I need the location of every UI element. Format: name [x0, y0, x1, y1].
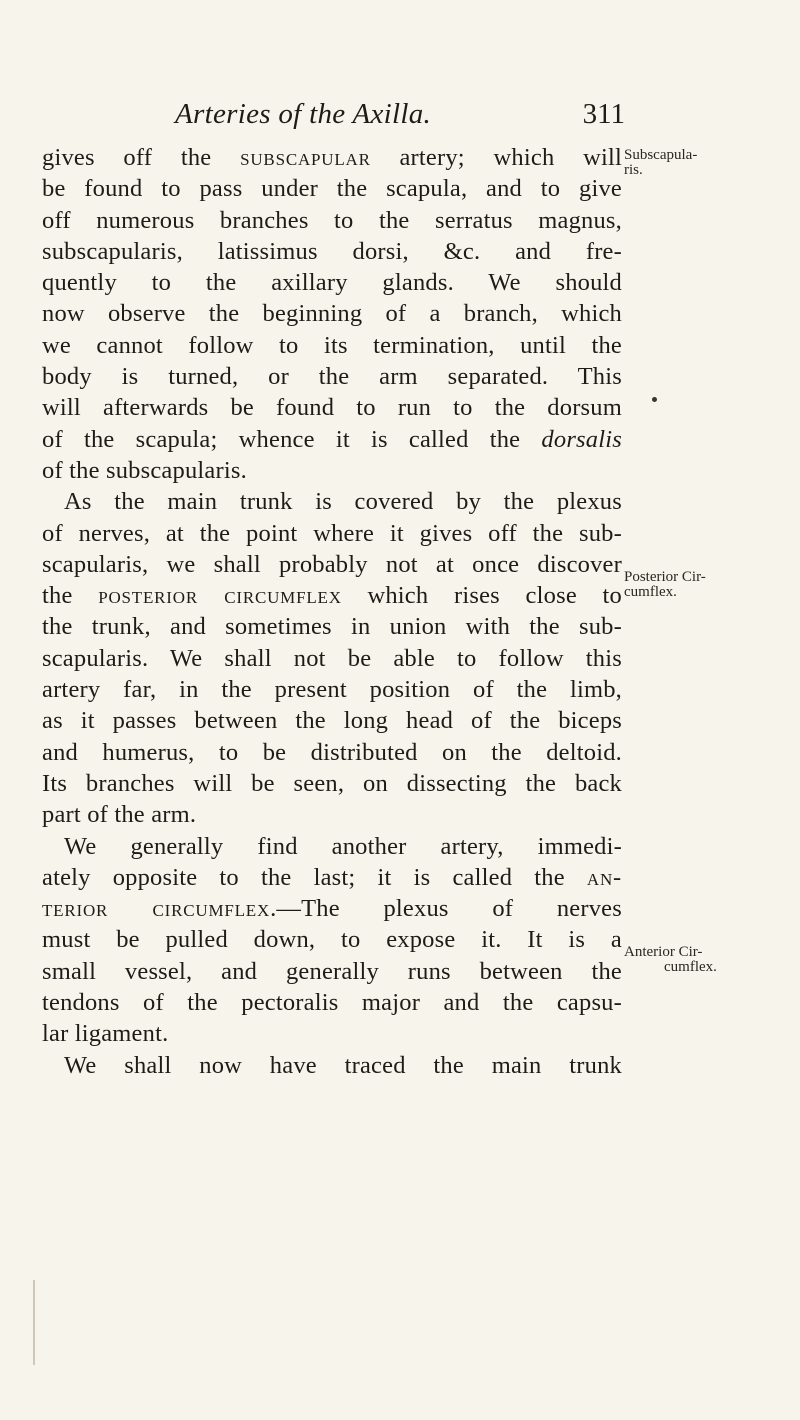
running-header — [175, 98, 625, 138]
text-line: now observe the beginning of a branch, which — [42, 300, 622, 328]
term-subscapular: subscapular — [240, 144, 371, 171]
text-line: We shall now have traced the main trunk — [64, 1051, 622, 1079]
text-line: quently to the axillary glands. We should — [42, 269, 622, 297]
text-line: be found to pass under the scapula, and to give — [42, 175, 622, 203]
ink-speck — [652, 397, 657, 402]
text-line: We generally find another artery, immedi- — [64, 832, 622, 860]
page-number: 311 — [582, 98, 625, 130]
text-line: subscapularis, latissimus dorsi, &c. and fre- — [42, 237, 622, 265]
running-title: Arteries of the Axilla. — [175, 98, 432, 130]
margin-note-subscapularis: Subscapula- ris. — [624, 147, 698, 178]
text-line: of the scapula; whence it is called the dorsalis — [42, 425, 622, 453]
text-line: the trunk, and sometimes in union with the sub- — [42, 613, 622, 641]
margin-note-posterior-circumflex: Posterior Cir- cumflex. — [624, 569, 706, 600]
text-line: of nerves, at the point where it gives off the sub- — [42, 519, 622, 547]
text-line: off numerous branches to the serratus magnus, — [42, 206, 622, 234]
margin-note-anterior-circumflex: Anterior Cir- cumflex. — [624, 944, 717, 975]
text-line: as it passes between the long head of the biceps — [42, 707, 622, 735]
term-anterior-circumflex: terior circumflex — [42, 895, 271, 923]
text-line: scapularis, we shall probably not at once discover — [42, 550, 622, 578]
text-line: of the subscapularis. — [42, 456, 247, 484]
text-line: ately opposite to the last; it is called the an- — [42, 863, 622, 891]
text-line: terior circumflex.—The plexus of nerves — [42, 895, 622, 923]
text-line: and humerus, to be distributed on the deltoid. — [42, 738, 622, 766]
text-line: must be pulled down, to expose it. It is a — [42, 926, 622, 954]
term-posterior-circumflex: posterior circumflex — [98, 582, 342, 610]
text-line: body is turned, or the arm separated. This — [42, 363, 622, 391]
body-text — [42, 142, 622, 1081]
term-anterior-start: an- — [586, 863, 622, 891]
text-line: small vessel, and generally runs between the — [42, 957, 622, 985]
text-line: we cannot follow to its termination, until the — [42, 331, 622, 359]
text-line: the posterior circumflex which rises close to — [42, 582, 622, 610]
text-line: scapularis. We shall not be able to follow this — [42, 644, 622, 672]
text-line: As the main trunk is covered by the plexus — [64, 488, 622, 516]
text-line: artery far, in the present position of the limb, — [42, 676, 622, 704]
text-line: will afterwards be found to run to the dorsum — [42, 394, 622, 422]
term-dorsalis: dorsalis — [541, 425, 622, 453]
page-edge-mark — [33, 1280, 35, 1365]
text-line: tendons of the pectoralis major and the capsu- — [42, 989, 622, 1017]
text-line: gives off the subscapular artery; which will — [42, 144, 622, 171]
text-line: lar ligament. — [42, 1020, 169, 1048]
text-line: part of the arm. — [42, 801, 197, 829]
text-line: Its branches will be seen, on dissecting the back — [42, 769, 622, 797]
